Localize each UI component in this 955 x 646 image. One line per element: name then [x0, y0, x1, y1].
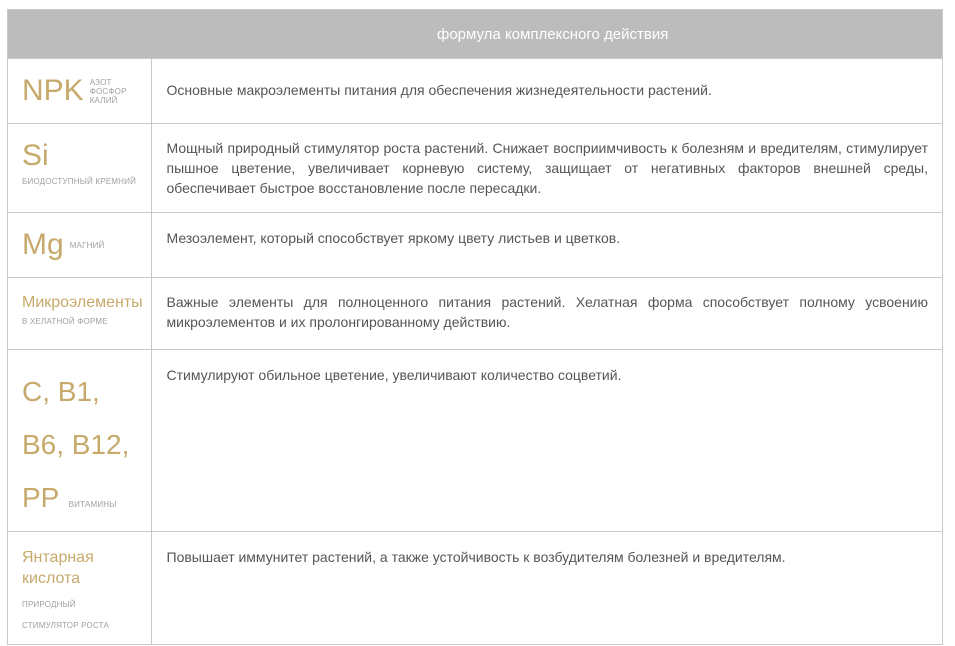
description-cell — [151, 532, 943, 645]
description-cell — [151, 213, 943, 278]
description-cell — [151, 350, 943, 532]
element-description: Основные макроэлементы питания для обеспечения жизнедеятельности растений. — [166, 82, 712, 98]
description-cell — [151, 59, 943, 124]
table-row — [8, 278, 943, 350]
element-cell — [8, 350, 152, 532]
element-description: Стимулируют обильное цветение, увеличивают количество соцветий. — [166, 367, 622, 383]
element-symbol-line: кислота — [22, 570, 81, 587]
element-symbol: Микроэлементы — [22, 294, 143, 311]
element-symbol-line — [22, 471, 151, 531]
table-row — [8, 124, 943, 213]
element-note: БИОДОСТУПНЫЙ КРЕМНИЙ — [22, 177, 137, 186]
element-symbol — [22, 350, 151, 531]
element-note: В ХЕЛАТНОЙ ФОРМЕ — [22, 317, 108, 326]
table-header-title: формула комплексного действия — [151, 10, 943, 59]
table-header-row — [8, 10, 943, 59]
element-note-line: КАЛИЙ — [89, 95, 118, 105]
element-note: МАГНИЙ — [69, 240, 105, 250]
element-description: Важные элементы для полноценного питания растений. Хелатная форма способствует полному усвоению микроэлементов и их пролонгированному действию. — [166, 294, 928, 330]
element-cell — [8, 124, 152, 213]
element-note: ВИТАМИНЫ — [68, 500, 117, 509]
element-symbol: Si — [22, 139, 49, 172]
element-symbol-line: Янтарная — [22, 549, 94, 566]
element-symbol: Mg — [22, 228, 64, 261]
element-symbol-text: PP — [22, 482, 59, 513]
element-note — [22, 594, 151, 636]
element-note-line: ПРИРОДНЫЙ — [22, 600, 76, 609]
element-symbol: NPK — [22, 74, 84, 107]
table-row — [8, 213, 943, 278]
element-cell — [8, 59, 152, 124]
element-cell — [8, 278, 152, 350]
element-description: Мощный природный стимулятор роста растений. Снижает восприимчивость к болезням и вредителям, стимулирует пышное цветение, увеличивает корневую систему, защищает от негативных факторов внешней среды, обеспечивает быстрое восстановление после пересадки. — [166, 140, 928, 196]
element-symbol-line: C, B1, — [22, 376, 100, 407]
header-empty-cell — [8, 10, 152, 59]
element-note — [90, 78, 127, 105]
element-note-line: СТИМУЛЯТОР РОСТА — [22, 621, 110, 630]
formula-table — [7, 9, 943, 645]
table-row — [8, 350, 943, 532]
element-symbol — [22, 532, 151, 589]
description-cell — [151, 124, 943, 213]
element-note-line: АЗОТ — [89, 77, 112, 87]
table-row — [8, 532, 943, 645]
element-cell — [8, 532, 152, 645]
element-description: Мезоэлемент, который способствует яркому цвету листьев и цветков. — [166, 230, 621, 246]
description-cell — [151, 278, 943, 350]
table-row — [8, 59, 943, 124]
element-symbol-line: B6, B12, — [22, 429, 130, 460]
element-note-line: ФОСФОР — [89, 86, 127, 96]
element-cell — [8, 213, 152, 278]
element-description: Повышает иммунитет растений, а также устойчивость к возбудителям болезней и вредителям. — [166, 549, 786, 565]
